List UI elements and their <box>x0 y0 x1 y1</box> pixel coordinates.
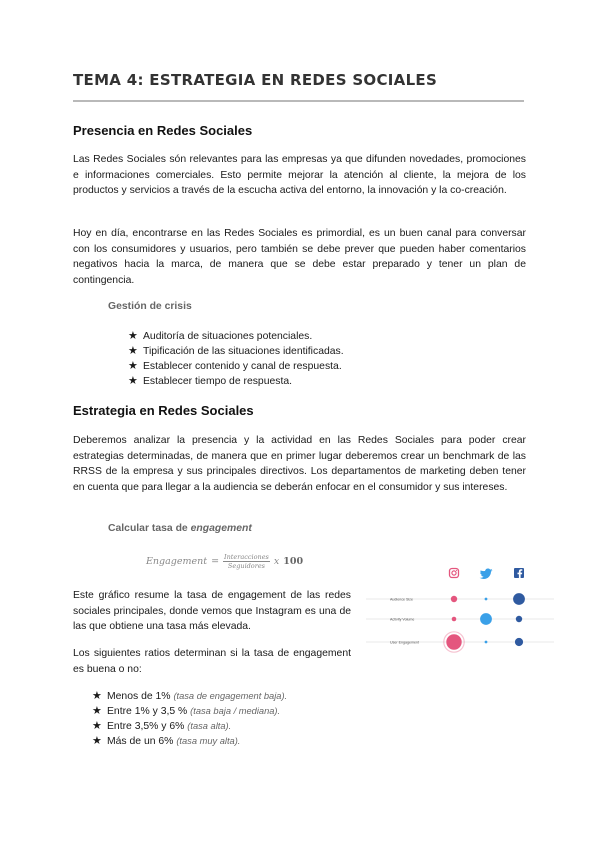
subheading-gestion-crisis: Gestión de crisis <box>108 301 192 312</box>
bubble-twitter-0 <box>485 598 488 601</box>
engagement-bubble-chart <box>360 560 560 660</box>
chart-category-label: User Engagement <box>390 640 419 645</box>
twitter-icon <box>480 568 493 579</box>
formula-fraction: $\frac{\text{Interacciones}}{\text{Seguidores}}$ <box>224 553 269 570</box>
bubble-facebook-1 <box>516 616 522 622</box>
bubble-facebook-0 <box>513 593 525 605</box>
chart-category-label: Activity Volume <box>390 617 415 622</box>
star-icon: ★ <box>92 720 102 732</box>
page-title: TEMA 4: ESTRATEGIA EN REDES SOCIALES <box>73 71 438 89</box>
bubble-instagram-0 <box>451 596 457 602</box>
crisis-list <box>128 329 344 389</box>
section-heading-estrategia: Estrategia en Redes Sociales <box>73 403 254 418</box>
star-icon: ★ <box>128 345 138 357</box>
list-item: ★ Más de un 6% (tasa muy alta). <box>92 735 241 747</box>
list-item: ★ Establecer contenido y canal de respuesta. <box>128 360 342 372</box>
paragraph-grafico: Este gráfico resume la tasa de engagement de las redes sociales principales, donde vemos que Instagram es una de las que obtiene una tasa más elevada. <box>73 590 351 632</box>
paragraph-estrategia-1: Deberemos analizar la presencia y la actividad en las Redes Sociales para poder crear estrategias determinadas, de manera que en primer lugar deberemos crear un benchmark de las RRSS de la empresa y sus principales directivos. Los departamentos de marketing deben tener en cuenta que para llegar a la audiencia se deberán enfocar en el consumidor y sus intereses. <box>73 435 526 493</box>
ratios-list <box>92 689 287 749</box>
engagement-formula: Engagement = $\frac{\text{Interacciones}}{\text{Seguidores}}$ x 100 <box>146 553 304 570</box>
bubble-twitter-1 <box>480 613 492 625</box>
facebook-icon <box>514 568 524 578</box>
list-item: ★ Tipificación de las situaciones identificadas. <box>128 345 344 357</box>
bubble-instagram-1 <box>452 617 457 622</box>
star-icon: ★ <box>92 705 102 717</box>
star-icon: ★ <box>92 735 102 747</box>
instagram-icon <box>450 569 459 578</box>
bubble-facebook-2 <box>515 638 523 646</box>
paragraph-ratios-intro: Los siguientes ratios determinan si la tasa de engagement es buena o no: <box>73 648 351 675</box>
section-heading-presencia: Presencia en Redes Sociales <box>73 123 253 138</box>
list-item: ★ Auditoría de situaciones potenciales. <box>128 330 313 342</box>
list-item: ★ Menos de 1% (tasa de engagement baja). <box>92 690 288 702</box>
paragraph-presencia-2: Hoy en día, encontrarse en las Redes Sociales es primordial, es un buen canal para conversar con los consumidores y usuarios, pero también se debe prever que pueden haber comentarios negativos hacia la marca, de manera que se debe estar preparado y tener un plan de contingencia. <box>73 228 526 286</box>
list-item: ★ Establecer tiempo de respuesta. <box>128 375 293 387</box>
bubble-twitter-2 <box>485 641 488 644</box>
list-item: ★ Entre 1% y 3,5 % (tasa baja / mediana). <box>92 705 281 717</box>
list-item: ★ Entre 3,5% y 6% (tasa alta). <box>92 720 232 732</box>
title-divider <box>73 100 524 102</box>
star-icon: ★ <box>128 330 138 342</box>
subheading-engagement: Calcular tasa de engagement <box>108 523 252 534</box>
star-icon: ★ <box>128 360 138 372</box>
paragraph-presencia-1: Las Redes Sociales són relevantes para las empresas ya que difunden novedades, promociones e informaciones comerciales. Esto permite mejorar la atención al cliente, la mejora de los productos y servicios a través de la escucha activa del entorno, la innovación y la co-creación. <box>73 154 526 196</box>
chart-category-label: Audience Size <box>390 597 413 602</box>
bubble-instagram-2 <box>446 634 461 649</box>
star-icon: ★ <box>128 375 138 387</box>
star-icon: ★ <box>92 690 102 702</box>
